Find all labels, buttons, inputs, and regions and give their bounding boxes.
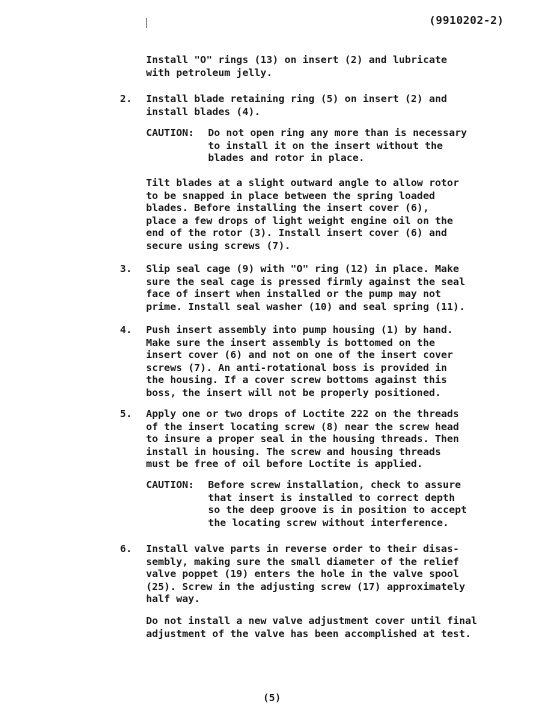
step-2-paragraph — [146, 94, 496, 119]
text-line: half way. — [146, 594, 201, 605]
text-line: Install valve parts in reverse order to their disas- — [146, 544, 460, 555]
text-line: of the insert locating screw (8) near the screw head — [146, 421, 460, 433]
text-line: Make sure the insert assembly is bottomed on the — [146, 337, 435, 349]
step-number: 4. — [120, 325, 133, 336]
step-3-paragraph — [146, 264, 496, 314]
text-line: (25). Screw in the adjusting screw (17) approximately — [146, 581, 466, 593]
text-line: the locating screw without interference. — [208, 517, 449, 529]
caution-label: CAUTION: — [146, 128, 195, 139]
text-line: blades and rotor in place. — [208, 153, 365, 164]
text-line: sembly, making sure the small diameter of the relief — [146, 556, 460, 568]
text-line: blades. Before installing the insert cover (6), — [146, 203, 429, 214]
page-number: (5) — [263, 693, 282, 704]
step-number: 3. — [120, 264, 133, 275]
text-line: that insert is installed to correct depth — [208, 492, 455, 504]
step-2-continuation — [146, 178, 496, 253]
text-line: sure the seal cage is pressed firmly against the seal — [146, 276, 466, 288]
text-line: Tilt blades at a slight outward angle to allow rotor — [146, 178, 460, 189]
text-line: the housing. If a cover screw bottoms against this — [146, 375, 448, 386]
text-line: to install it on the insert without the — [208, 140, 443, 152]
step-4-paragraph — [146, 325, 496, 400]
caution-text — [208, 128, 498, 166]
text-line: so the deep groove is in position to accept — [208, 505, 467, 516]
text-line: Do not install a new valve adjustment cover until final — [146, 616, 478, 627]
text-line: Do not open ring any more than is necessary — [208, 128, 467, 139]
text-line: end of the rotor (3). Install insert cover (6) and — [146, 228, 448, 239]
caution-label: CAUTION: — [146, 480, 195, 491]
text-line: prime. Install seal washer (10) and seal spring (11). — [146, 301, 466, 313]
text-line: install in housing. The screw and housing threads — [146, 446, 442, 458]
text-line: adjustment of the valve has been accomplished at test. — [146, 628, 472, 640]
document-id: (9910202-2) — [428, 14, 504, 27]
text-line: with petroleum jelly. — [146, 67, 273, 79]
text-line: Apply one or two drops of Loctite 222 on the threads — [146, 409, 460, 420]
step-6-continuation — [146, 616, 496, 641]
text-line: screws (7). An anti-rotational boss is provided in — [146, 362, 448, 374]
intro-paragraph — [146, 55, 496, 80]
text-line: install blades (4). — [146, 106, 261, 118]
text-line: boss, the insert will not be properly positioned. — [146, 387, 442, 399]
margin-mark — [146, 18, 147, 28]
text-line: to insure a proper seal in the housing threads. Then — [146, 434, 460, 445]
text-line: Slip seal cage (9) with "O" ring (12) in place. Make — [146, 264, 460, 275]
text-line: Install blade retaining ring (5) on insert (2) and — [146, 94, 448, 105]
step-number: 2. — [120, 94, 133, 105]
text-line: must be free of oil before Loctite is applied. — [146, 459, 423, 470]
step-6-paragraph — [146, 544, 496, 607]
step-number: 6. — [120, 544, 133, 555]
step-number: 5. — [120, 409, 133, 420]
text-line: to be snapped in place between the spring loaded — [146, 190, 435, 202]
text-line: Before screw installation, check to assure — [208, 480, 461, 491]
text-line: insert cover (6) and not on one of the insert cover — [146, 350, 454, 361]
text-line: face of insert when installed or the pump may not — [146, 289, 442, 300]
text-line: place a few drops of light weight engine oil on the — [146, 215, 454, 227]
text-line: Push insert assembly into pump housing (1) by hand. — [146, 325, 454, 336]
step-5-paragraph — [146, 409, 496, 472]
text-line: secure using screws (7). — [146, 240, 291, 252]
caution-text — [208, 480, 498, 530]
text-line: valve poppet (19) enters the hole in the valve spool — [146, 569, 460, 580]
text-line: Install "O" rings (13) on insert (2) and lubricate — [146, 55, 448, 66]
